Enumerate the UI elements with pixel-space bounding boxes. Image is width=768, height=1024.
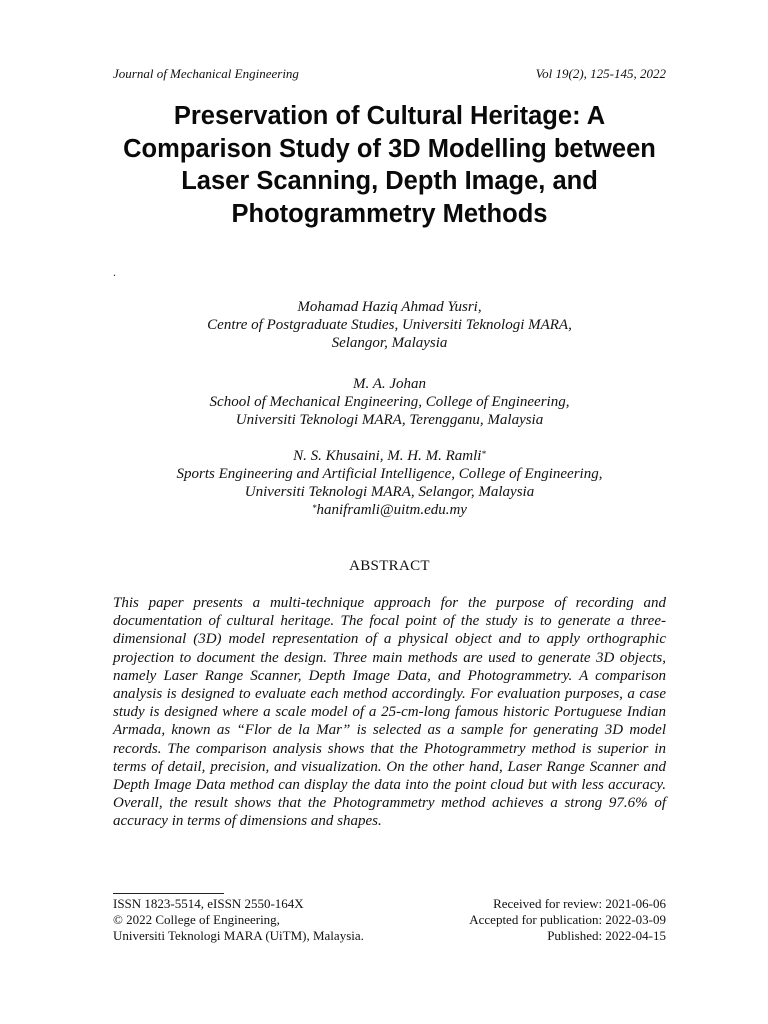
author-names-line — [113, 447, 666, 465]
journal-name: Journal of Mechanical Engineering — [113, 66, 299, 81]
publication-info — [113, 896, 364, 944]
volume-info: Vol 19(2), 125-145, 2022 — [535, 66, 666, 81]
issn-line: ISSN 1823-5514, eISSN 2550-164X — [113, 896, 304, 911]
abstract-text: This paper presents a multi-technique approach for the purpose of recording and documentation of cultural heritage. The focal point of the study is to generate a three-dimensional (3D) model representation of a physical object and to apply orthographic projection to document the design. Three main methods are used to generate 3D objects, namely Laser Range Scanner, Depth Image Data, and Photogrammetry. A comparison analysis is designed to evaluate each method accordingly. For evaluation purposes, a case study is designed where a scale model of a 25-cm-long famous historic Portuguese Indian Armada, known as “Flor de la Mar” is selected as a sample for generating 3D model records. The comparison analysis shows that the Photogrammetry method is superior in terms of detail, precision, and visualization. On the other hand, Laser Range Scanner and Depth Image Data method can display the data into the point cloud but with less accuracy. Overall, the result shows that the Photogrammetry method achieves a strong 97.6% of accuracy in terms of dimensions and shapes. — [113, 595, 666, 830]
author-names: M. A. Johan — [352, 376, 427, 392]
corresponding-email: haniframli@uitm.edu.my — [316, 502, 467, 518]
footnote-divider — [113, 893, 224, 894]
author-block-1 — [113, 298, 666, 352]
received-date: Received for review: 2021-06-06 — [493, 896, 666, 911]
author-names: N. S. Khusaini, M. H. M. Ramli — [293, 448, 482, 464]
affiliation-line: Centre of Postgraduate Studies, Universiti Teknologi MARA, — [207, 317, 572, 333]
accepted-date: Accepted for publication: 2022-03-09 — [469, 912, 666, 927]
author-block-3 — [113, 447, 666, 519]
running-header — [113, 66, 666, 82]
affiliation-line: Universiti Teknologi MARA, Terengganu, Malaysia — [235, 412, 544, 428]
affiliation-line: Sports Engineering and Artificial Intelligence, College of Engineering, — [176, 466, 603, 482]
author-block-2 — [113, 375, 666, 429]
affiliation-line: School of Mechanical Engineering, College of Engineering, — [209, 394, 570, 410]
abstract-heading: ABSTRACT — [349, 558, 430, 574]
corresponding-author-mark: * — [481, 449, 486, 459]
copyright-line: © 2022 College of Engineering, — [113, 912, 280, 927]
stray-mark: . — [113, 265, 116, 279]
email-mark: * — [312, 503, 317, 513]
paper-title: Preservation of Cultural Heritage: A Comparison Study of 3D Modelling between Laser Scanning, Depth Image, and Photogrammetry Methods — [123, 102, 656, 228]
publisher-line: Universiti Teknologi MARA (UiTM), Malaysia. — [113, 928, 364, 943]
published-date: Published: 2022-04-15 — [547, 928, 666, 943]
review-dates — [469, 896, 666, 944]
author-names: Mohamad Haziq Ahmad Yusri, — [297, 299, 482, 315]
affiliation-line: Selangor, Malaysia — [331, 335, 448, 351]
affiliation-line: Universiti Teknologi MARA, Selangor, Malaysia — [244, 484, 535, 500]
paper-first-page — [113, 0, 666, 1024]
email-line — [113, 501, 666, 519]
